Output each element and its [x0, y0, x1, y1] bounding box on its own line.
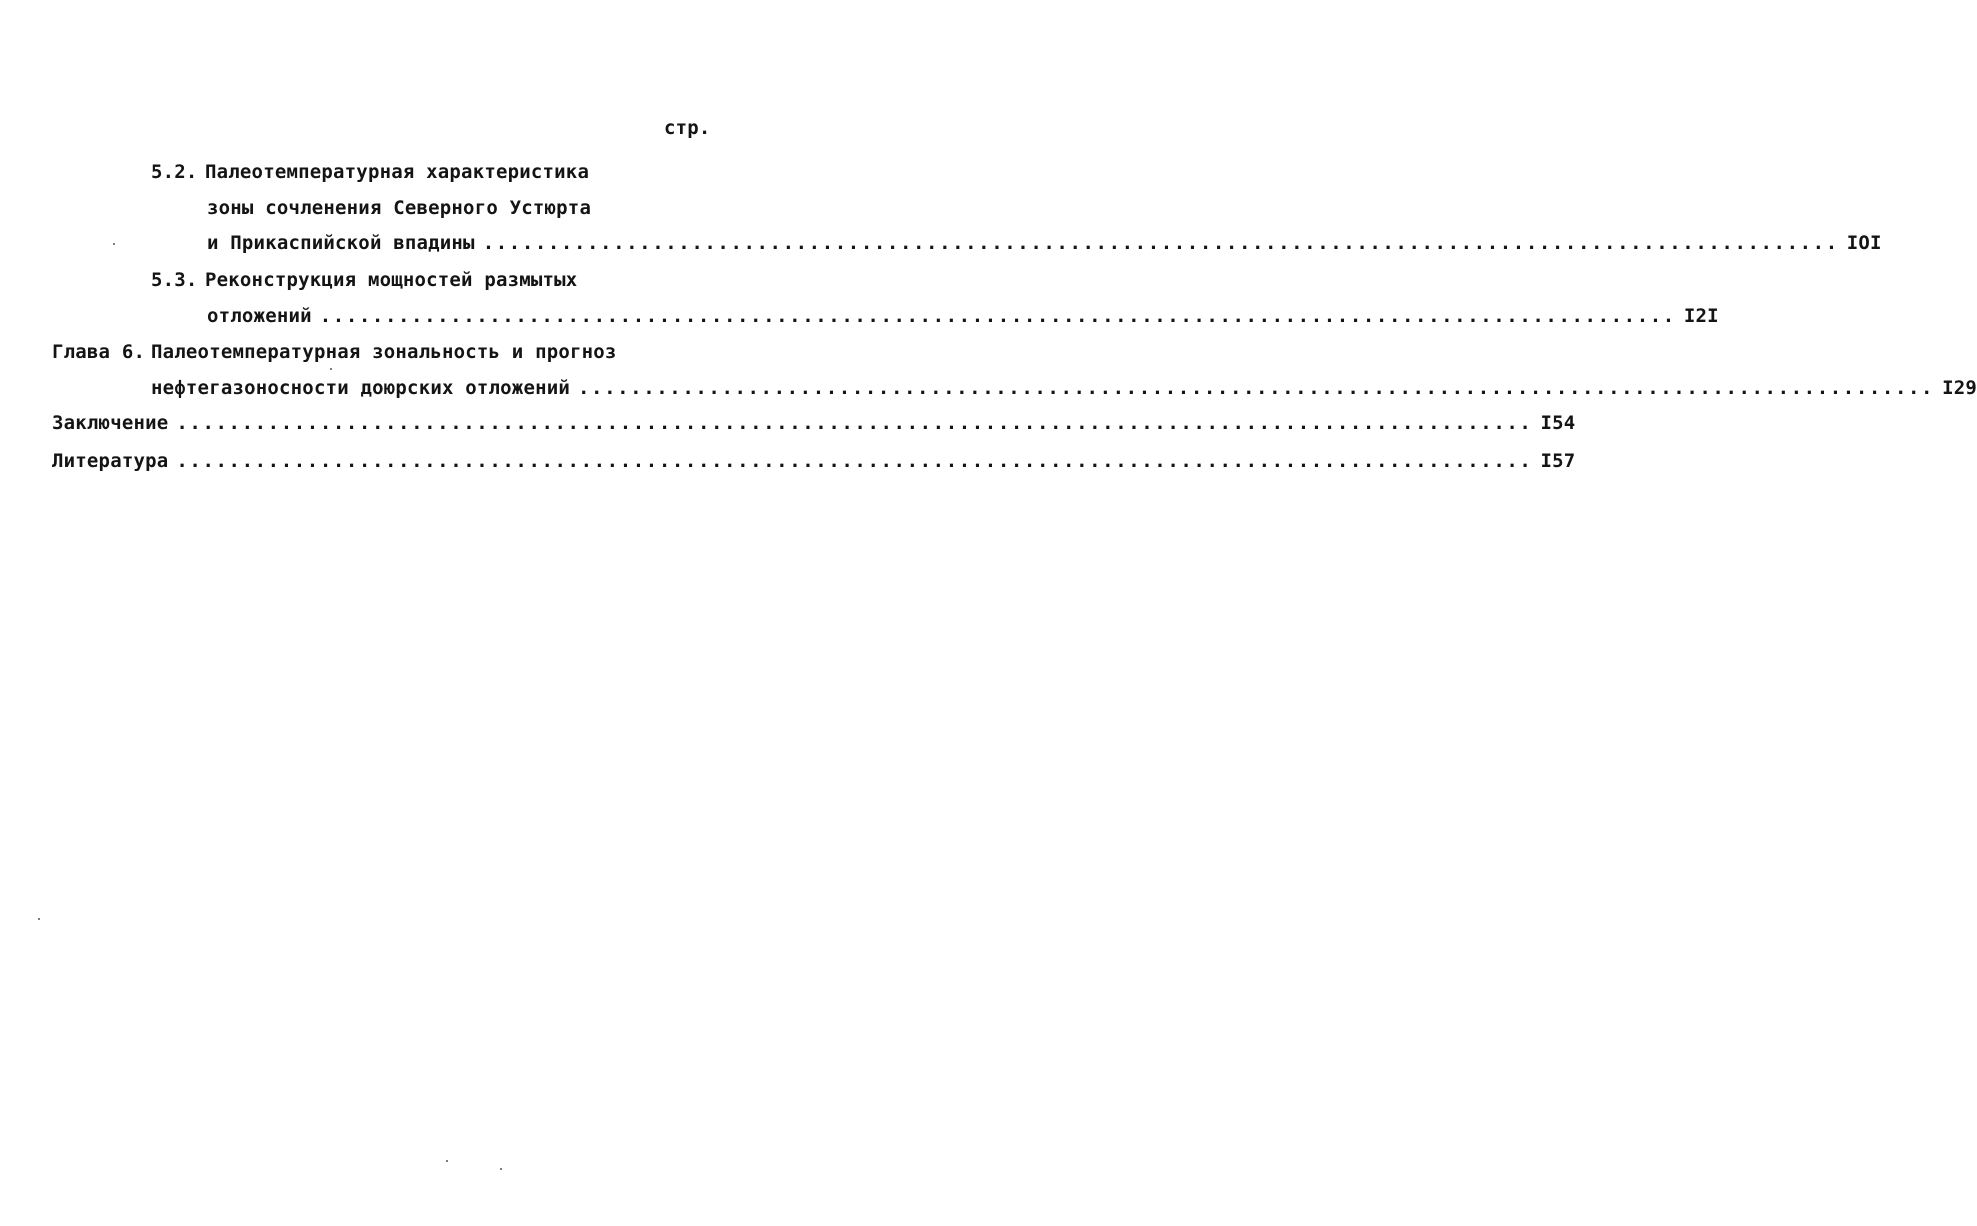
toc-entry-title-line: Палеотемпературная зональность и прогноз: [151, 341, 617, 363]
page-column-label: стр.: [664, 117, 711, 139]
toc-entry-row[interactable]: [207, 304, 1719, 328]
scan-speck: [113, 243, 115, 245]
toc-page-number: I2I: [1683, 305, 1719, 327]
toc-entry-title-line: отложений: [207, 305, 312, 327]
toc-entry-title-line: зоны сочленения Северного Устюрта: [207, 197, 592, 219]
toc-entry-title-line: Заключение: [52, 412, 169, 434]
dot-leader: ........................................................................................................: [176, 412, 1533, 434]
toc-page-number: I29: [1942, 377, 1977, 399]
scan-speck: [330, 368, 332, 370]
toc-entry-row[interactable]: [207, 231, 1882, 255]
toc-chapter-number: Глава 6.: [52, 341, 146, 363]
scan-speck: [446, 1160, 448, 1162]
toc-entry-title-line: и Прикаспийской впадины: [207, 232, 475, 254]
toc-entry-row[interactable]: [151, 376, 1977, 400]
dot-leader: ........................................................................................................: [176, 450, 1533, 472]
toc-entry-title-line: Литература: [52, 450, 169, 472]
toc-entry-row[interactable]: [52, 411, 1576, 435]
toc-entry-row[interactable]: [52, 449, 1576, 473]
toc-entry-title-line: нефтегазоносности доюрских отложений: [151, 377, 571, 399]
toc-page-number: I54: [1540, 412, 1576, 434]
dot-leader: ........................................................................................................: [482, 232, 1839, 254]
toc-entry-number: 5.3.: [151, 269, 198, 291]
toc-page-number: I57: [1540, 450, 1576, 472]
toc-entry-title-line: Реконструкция мощностей размытых: [205, 269, 578, 291]
toc-entry-title-line: Палеотемпературная характеристика: [205, 161, 590, 183]
toc-page-number: IOI: [1846, 232, 1882, 254]
scan-speck: [38, 918, 40, 920]
dot-leader: ........................................................................................................: [578, 377, 1935, 399]
scan-speck: [500, 1168, 502, 1170]
dot-leader: ........................................................................................................: [319, 305, 1676, 327]
toc-entry-number: 5.2.: [151, 161, 198, 183]
